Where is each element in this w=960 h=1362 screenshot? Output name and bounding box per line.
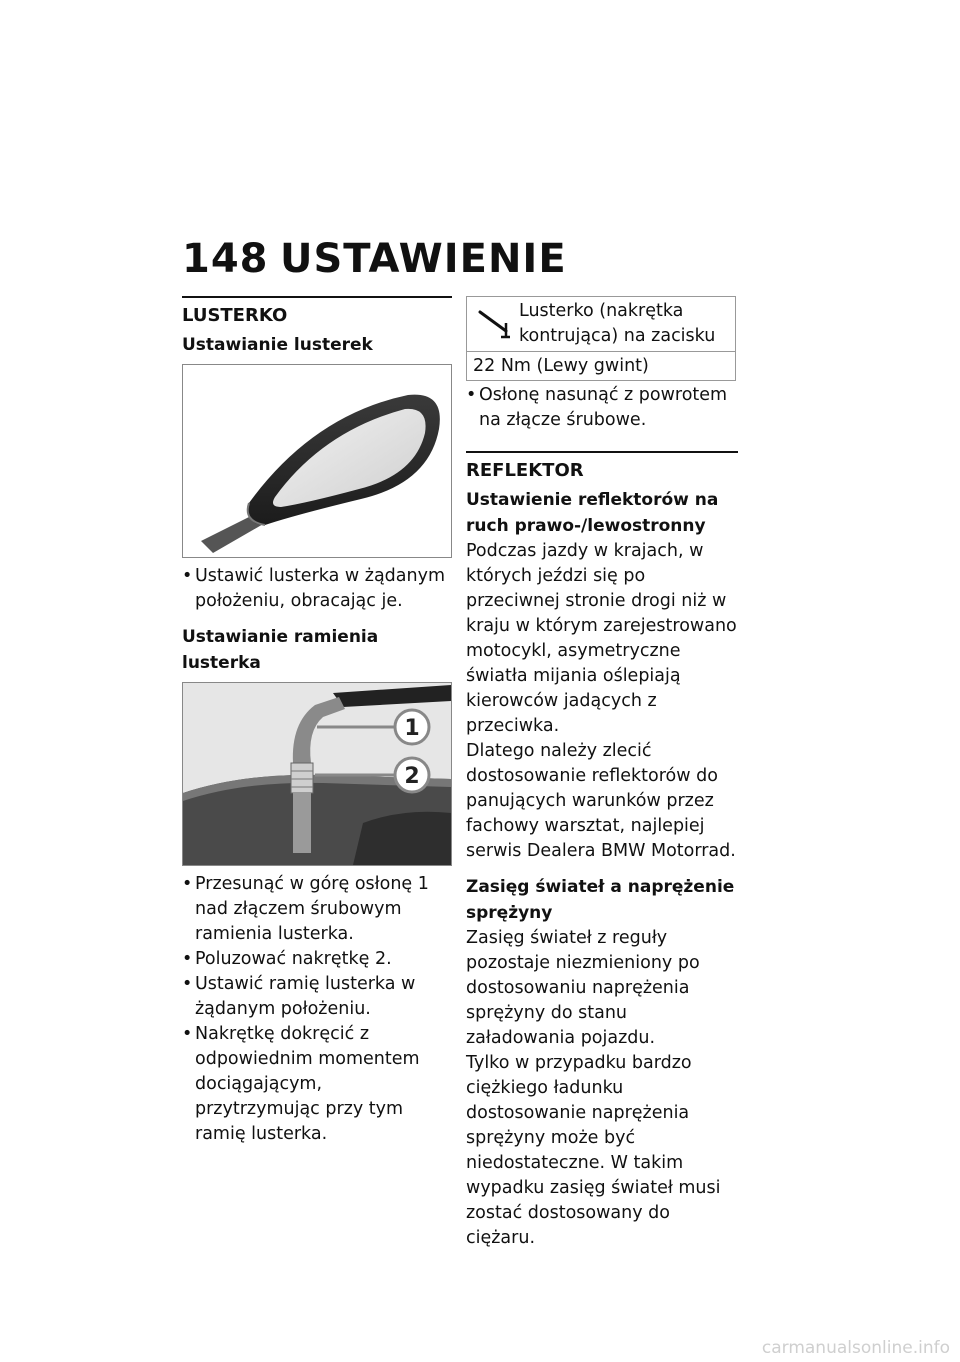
- list-item: • Ustawić ramię lusterka w żądanym położeniu.: [182, 972, 452, 1022]
- section-title-headlight: REFLEKTOR: [466, 460, 584, 481]
- arm-adjust-steps: [182, 872, 452, 1147]
- callout-2: 2: [404, 764, 420, 789]
- subtitle-headlight-range: Zasięg świateł a naprężenie sprężyny: [466, 877, 735, 923]
- subtitle-arm-adjust: Ustawianie ramienia lusterka: [182, 627, 379, 673]
- chapter-title: USTAWIENIE: [280, 236, 567, 282]
- paragraph: Dlatego należy zlecić dostosowanie reflektorów do panujących warunków przez fachowy warsztat, najlepiej serwis Dealera BMW Motorrad.: [466, 741, 736, 861]
- mirror-illustration: [183, 365, 451, 557]
- callout-1: 1: [404, 716, 420, 741]
- wrench-icon: [477, 309, 511, 339]
- torque-spec-table: [466, 296, 736, 381]
- subtitle-headlight-traffic: Ustawienie reflektorów na ruch prawo-/lewostronny: [466, 490, 719, 536]
- page-header: [182, 236, 567, 282]
- paragraph: Podczas jazdy w krajach, w których jeździ się po przeciwnej stronie drogi niż w kraju w którym zarejestrowano motocykl, asymetryczne światła mijania oślepiają kierowców jadących z przeciwka.: [466, 541, 737, 736]
- list-item: • Przesunąć w górę osłonę 1 nad złączem śrubowym ramienia lusterka.: [182, 872, 452, 947]
- mirror-figure: [182, 364, 452, 558]
- torque-spec-row: [467, 297, 735, 352]
- list-item: • Nakrętkę dokręcić z odpowiednim momentem dociągającym, przytrzymując przy tym ramię lusterka.: [182, 1022, 452, 1147]
- list-item: • Poluzować nakrętkę 2.: [182, 947, 452, 972]
- mirror-adjust-steps: [182, 564, 452, 614]
- section-rule: [182, 296, 452, 298]
- left-column: [182, 296, 452, 1147]
- section-title-mirror: LUSTERKO: [182, 305, 288, 326]
- section-rule: [466, 451, 738, 453]
- list-item: • Osłonę nasunąć z powrotem na złącze śrubowe.: [466, 383, 738, 433]
- paragraph: Zasięg świateł z reguły pozostaje niezmieniony po dostosowaniu naprężenia sprężyny do stanu załadowania pojazdu.: [466, 928, 700, 1048]
- watermark: carmanualsonline.info: [761, 1338, 950, 1358]
- paragraph: Tylko w przypadku bardzo ciężkiego ładunku dostosowanie naprężenia sprężyny może być niedostateczne. W takim wypadku zasięg świateł musi zostać dostosowany do ciężaru.: [466, 1053, 721, 1248]
- torque-label: Lusterko (nakrętka kontrująca) na zacisku: [519, 301, 716, 346]
- subtitle-mirror-adjust: Ustawianie lusterek: [182, 335, 373, 355]
- cover-steps: [466, 383, 738, 433]
- page-number: 148: [182, 236, 269, 282]
- list-item: • Ustawić lusterka w żądanym położeniu, obracając je.: [182, 564, 452, 614]
- mirror-arm-illustration: [183, 683, 451, 865]
- mirror-arm-figure: [182, 682, 452, 866]
- right-column: [466, 296, 738, 1251]
- torque-value: 22 Nm (Lewy gwint): [473, 356, 649, 376]
